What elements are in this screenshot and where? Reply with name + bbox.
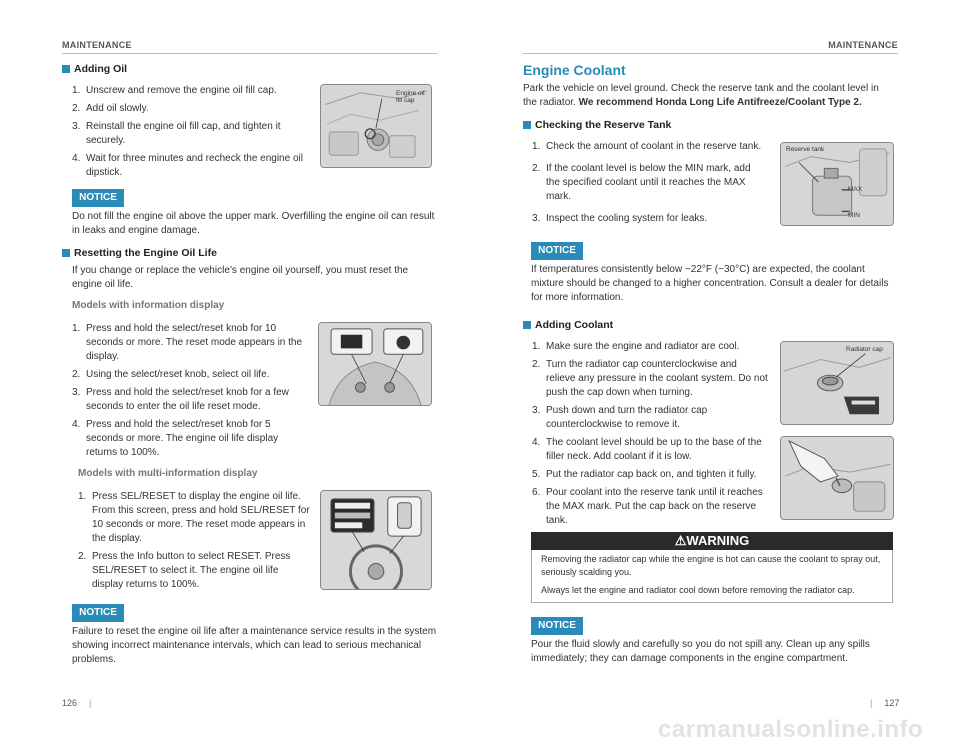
list-item: 1. Check the amount of coolant in the reserve tank. bbox=[532, 141, 762, 152]
list-item: 1. Press and hold the select/reset knob for 10 seconds or more. The reset mode appears in the display. bbox=[72, 323, 303, 362]
adding-coolant-steps bbox=[532, 340, 768, 532]
list-item: 3. Press and hold the select/reset knob for a few seconds to enter the oil life reset mode. bbox=[72, 387, 289, 412]
multi-info-display-subheading: Models with multi-information display bbox=[78, 468, 258, 479]
radiator-cap-icon bbox=[781, 342, 893, 424]
page-number-right: | 127 bbox=[870, 698, 900, 708]
figure-label: MAX bbox=[848, 186, 863, 193]
reset-intro: If you change or replace the vehicle’s engine oil yourself, you must reset the engine oil life. bbox=[72, 265, 409, 290]
checking-steps bbox=[532, 140, 764, 230]
info-display-steps bbox=[72, 322, 308, 464]
notice-badge: NOTICE bbox=[531, 242, 583, 260]
figure-label: Engine oil fill cap bbox=[396, 90, 425, 104]
list-item: 3. Push down and turn the radiator cap counterclockwise to remove it. bbox=[532, 405, 708, 430]
list-item: 1. Make sure the engine and radiator are cool. bbox=[532, 341, 740, 352]
reserve-tank-illustration bbox=[780, 142, 894, 226]
pouring-coolant-illustration bbox=[780, 436, 894, 520]
list-item: 2. Press the Info button to select RESET. Press SEL/RESET to select it. The engine oil life display returns to 100%. bbox=[78, 551, 291, 590]
coolant-bottle-icon bbox=[781, 437, 893, 519]
radiator-cap-illustration bbox=[780, 341, 894, 425]
multi-information-display-illustration bbox=[320, 490, 432, 590]
list-item: 4. Wait for three minutes and recheck the engine oil dipstick. bbox=[72, 153, 303, 178]
figure-label: Radiator cap bbox=[846, 346, 883, 353]
adding-coolant-heading: Adding Coolant bbox=[523, 319, 613, 331]
square-bullet-icon bbox=[62, 249, 70, 257]
list-item: 4. Press and hold the select/reset knob for 5 seconds or more. The engine oil life display returns to 100%. bbox=[72, 419, 279, 458]
notice-text: If temperatures consistently below −22°F (−30°C) are expected, the coolant mixture should be changed to a higher concentration. Consult a dealer for details for more information. bbox=[531, 264, 889, 303]
page-number-left: 126 | bbox=[62, 698, 92, 708]
list-item: 2. Turn the radiator cap counterclockwise and relieve any pressure in the coolant system. Do not push the cap down when turning. bbox=[532, 359, 768, 398]
steering-wheel-icon bbox=[321, 491, 431, 589]
notice-badge: NOTICE bbox=[531, 617, 583, 635]
list-item: 2. If the coolant level is below the MIN mark, add the specified coolant until it reaches the MAX mark. bbox=[532, 163, 751, 202]
list-item: 2. Add oil slowly. bbox=[72, 103, 149, 114]
list-item: 6. Pour coolant into the reserve tank until it reaches the MAX mark. Put the cap back on the reserve tank. bbox=[532, 487, 763, 526]
information-display-illustration bbox=[318, 322, 432, 406]
notice-text: Do not fill the engine oil above the upper mark. Overfilling the engine oil can result in leaks and engine damage. bbox=[72, 211, 435, 236]
figure-label: Reserve tank bbox=[786, 146, 825, 153]
page-title: Engine Coolant bbox=[523, 62, 626, 78]
notice-badge: NOTICE bbox=[72, 189, 124, 207]
header-rule bbox=[523, 53, 898, 54]
multi-info-display-steps bbox=[78, 490, 310, 596]
list-item: 1. Unscrew and remove the engine oil fill cap. bbox=[72, 85, 277, 96]
figure-label: MIN bbox=[848, 212, 860, 219]
square-bullet-icon bbox=[523, 321, 531, 329]
warning-text: Removing the radiator cap while the engine is hot can cause the coolant to spray out, seriously scalding you. bbox=[541, 554, 881, 577]
notice-text: Failure to reset the engine oil life after a maintenance service results in the system showing incorrect maintenance intervals, which can lead to serious mechanical problems. bbox=[72, 626, 437, 665]
list-item: 5. Put the radiator cap back on, and tighten it fully. bbox=[532, 469, 757, 480]
list-item: 4. The coolant level should be up to the base of the filler neck. Add coolant if it is low. bbox=[532, 437, 762, 462]
checking-reserve-tank-heading: Checking the Reserve Tank bbox=[523, 119, 671, 131]
info-display-subheading: Models with information display bbox=[72, 300, 225, 311]
warning-text: Always let the engine and radiator cool down before removing the radiator cap. bbox=[541, 585, 855, 595]
list-item: 3. Inspect the cooling system for leaks. bbox=[532, 213, 708, 224]
adding-oil-heading: Adding Oil bbox=[62, 63, 127, 75]
section-header: MAINTENANCE bbox=[62, 40, 132, 50]
notice-badge: NOTICE bbox=[72, 604, 124, 622]
list-item: 2. Using the select/reset knob, select oil life. bbox=[72, 369, 270, 380]
list-item: 3. Reinstall the engine oil fill cap, and tighten it securely. bbox=[72, 121, 281, 146]
reset-oil-life-heading: Resetting the Engine Oil Life bbox=[62, 247, 217, 259]
reserve-tank-icon bbox=[781, 143, 893, 225]
instrument-cluster-icon bbox=[319, 323, 431, 405]
coolant-intro: Park the vehicle on level ground. Check the reserve tank and the coolant level in the radiator. We recommend Honda Long Life Antifreeze/Coolant Type 2. bbox=[523, 83, 879, 108]
watermark: carmanualsonline.info bbox=[658, 716, 924, 743]
notice-text: Pour the fluid slowly and carefully so you do not spill any. Clean up any spills immediately; they can damage components in the engine compartment. bbox=[531, 639, 870, 664]
list-item: 1. Press SEL/RESET to display the engine oil life. From this screen, press and hold SEL/RESET for 10 seconds or more. The reset mode appears in the display. bbox=[78, 491, 310, 544]
header-rule bbox=[62, 53, 437, 54]
warning-banner: ⚠WARNING bbox=[531, 532, 893, 550]
warning-triangle-icon: ⚠ bbox=[674, 533, 687, 548]
section-header: MAINTENANCE bbox=[828, 40, 898, 50]
square-bullet-icon bbox=[523, 121, 531, 129]
adding-oil-steps bbox=[72, 84, 308, 184]
square-bullet-icon bbox=[62, 65, 70, 73]
